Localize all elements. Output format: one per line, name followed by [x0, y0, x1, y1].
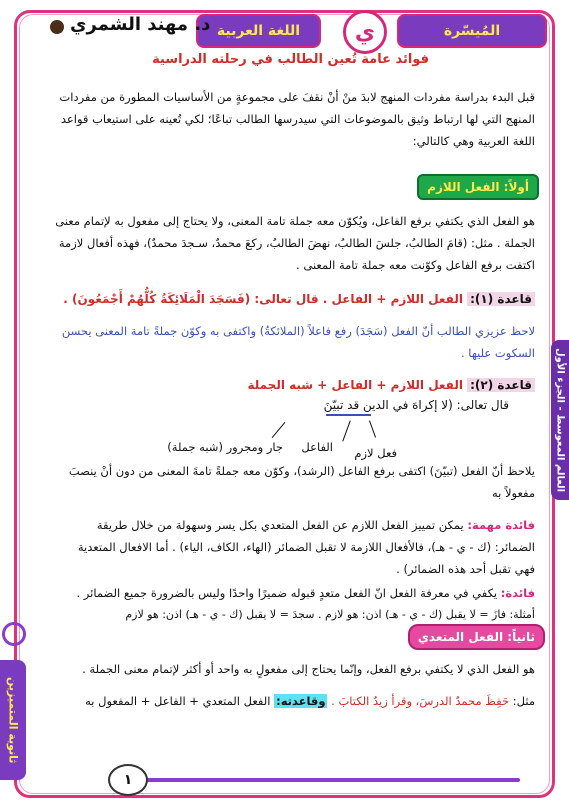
important-text: يمكن تمييز الفعل اللازم عن الفعل المتعدي بكل يسر وسهولة من خلال طريقة الضمائر: (ك - ي - هـ)، فالأفعال اللازمة لا تقبل الضمائر (الهاء، الكاف، الياء) . أما الافعال المتعدية فهي تقبل أحد هذه الضمائر) . [77, 518, 535, 576]
label-agent: الفاعل [301, 440, 333, 454]
rule-1-quote: (فَسَجَدَ الْمَلَائِكَةُ كُلُّهُمْ أَجْمَعُونَ) . [63, 292, 251, 306]
rule-1-text: الفعل اللازم + الفاعل . قال تعالى: [254, 292, 463, 306]
example-underline [326, 414, 371, 416]
transitive-definition: هو الفعل الذي لا يكتفي برفع الفعل، وإنّما يحتاج إلى مفعولٍ به واحد أو أكثر لإتمام معنى الجملة . [82, 662, 535, 676]
intro-paragraph: قبل البدء بدراسة مفردات المنهج لابدَ منْ أنْ نقفَ على مجموعةٍ من الأساسيات المطورة من مفردات المنهج التي لها ارتباط وثيق بالموضوعات التي سيدرسها الطالب تباعًا؛ لكي تُعينه على استيعاب قواعد اللغة العربية وهي كالتالي: [59, 90, 535, 148]
ring-icon [2, 622, 26, 646]
benefit-label: فائدة: [500, 586, 535, 600]
page-number: ١ [108, 764, 148, 796]
side-tab-left: ثانوية المتميزين [0, 660, 26, 780]
book-title: المُيسّرة [397, 14, 547, 48]
rule-2-text: الفعل اللازم + الفاعل + شبه الجملة [247, 378, 463, 392]
decor-dot-icon [50, 20, 64, 34]
subject-title: اللغة العربية [196, 14, 321, 48]
rule-2 [247, 378, 535, 392]
intransitive-definition: هو الفعل الذي يكتفي برفع الفاعل، ويُكوّن معه جملة تامة المعنى، ولا يحتاج إلى مفعول به لإتمام معنى الجملة . مثل: (قامَ الطالبُ، جلسَ الطالبُ، نهضَ الطالبُ، ركعَ محمدٌ، سـجدَ محمدٌ)، فهذه أفعال لازمة اكتفت برفع الفاعل وكوّنت معه جملة تامة المعنى . [55, 214, 535, 272]
page-footer-bar [140, 778, 520, 782]
student-note: لاحظ عزيزي الطالب أنّ الفعل (سَجَدَ) رفع فاعلاً (الملائكةُ) واكتفى به وكوّن جملةً تامة المعنى يحسن السكوت عليها . [61, 324, 535, 360]
author-name: د. مهند الشمري [70, 14, 211, 35]
transitive-rule-label: وقاعدته: [276, 694, 326, 708]
side-tab-right: العالم المعوسط - الجزء الأول [551, 340, 569, 500]
important-label: فائدة مهمة: [467, 518, 535, 532]
example-verse: (لا إكراهَ في الدين قد تبيّنَ [323, 398, 453, 412]
section-tag-intransitive: أولاً: الفعل اللازم [417, 174, 539, 200]
transitive-example-label: مثل: [512, 694, 535, 708]
rule-2-label: قاعدة (٢): [467, 378, 535, 392]
transitive-example-text: حَفِظَ محمدٌ الدرسَ، وقرأ زيدٌ الكتابَ . [331, 694, 510, 708]
section-tag-transitive: ثانياً: الفعل المتعدي [408, 624, 545, 650]
example-line [324, 398, 509, 412]
transitive-rule-text: الفعل المتعدي + الفاعل + المفعول به [85, 694, 271, 708]
label-semi-sentence: جار ومجرور (شبه جملة) [167, 440, 283, 454]
rule-1-label: قاعدة (١): [467, 292, 535, 306]
rule-1 [63, 292, 535, 306]
examples-line: أمثلة: فازَ = لا يقبل (ك - ي - هـ) اذن: هو لازم . سجدَ = لا يقبل (ك - ي - هـ) اذن: هو لازم [125, 608, 535, 621]
page-title: فوائد عامة تُعين الطالب في رحلته الدراسية [152, 52, 429, 67]
transitive-example [55, 690, 535, 712]
logo-badge: ي [343, 10, 387, 54]
label-verb: فعل لازم [354, 446, 397, 460]
benefit [55, 582, 535, 604]
example-intro: قال تعالى: [456, 398, 509, 412]
benefit-text: يكفي في معرفة الفعل انّ الفعل متعدٍ قبوله ضميرًا واحدًا وليس بالضرورة جميع الضمائر . [76, 586, 498, 600]
explanation-paragraph: يلاحظ أنّ الفعل (تبيّنَ) اكتفى برفع الفاعل (الرشد)، وكوّن معه جملةً تامةَ المعنى من دون أنْ ينصبَ مفعولاً به [68, 464, 535, 500]
important-benefit [55, 514, 535, 580]
